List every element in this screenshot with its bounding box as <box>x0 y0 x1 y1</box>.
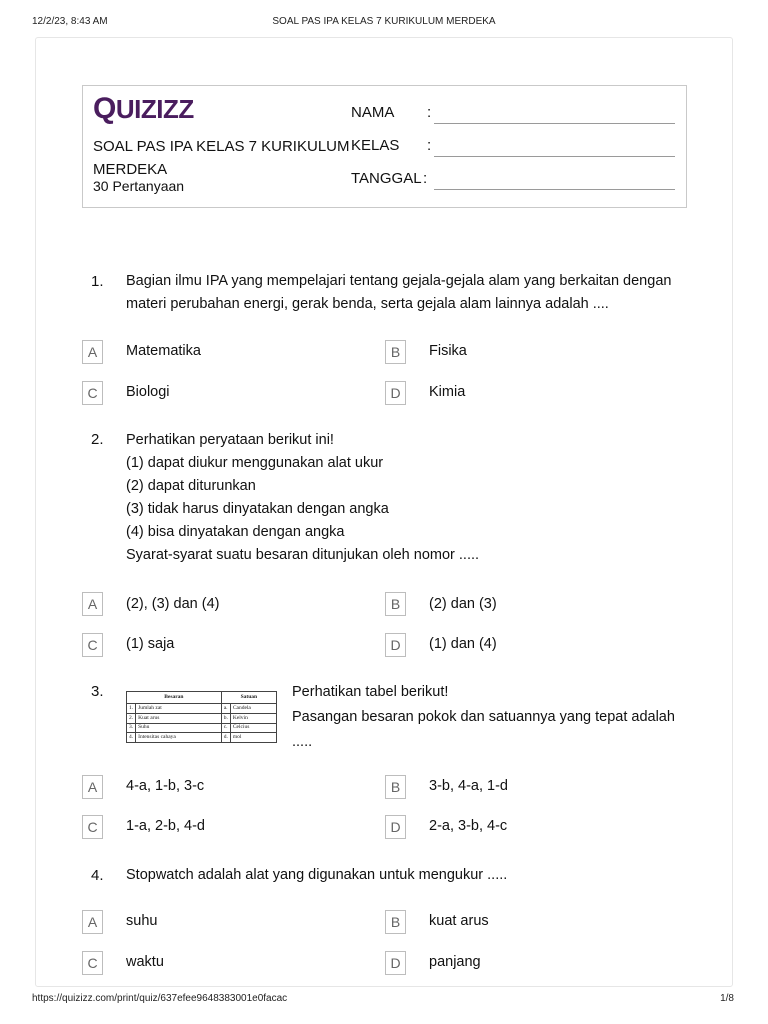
option-letter-d[interactable]: D <box>385 633 406 657</box>
option-text[interactable]: (1) dan (4) <box>429 636 497 652</box>
option-letter-c[interactable]: C <box>82 633 103 657</box>
option-letter-b[interactable]: B <box>385 775 406 799</box>
option-letter-d[interactable]: D <box>385 951 406 975</box>
field-colon: : <box>427 137 432 154</box>
class-line[interactable] <box>434 156 675 157</box>
quizizz-logo: QUIZIZZ <box>93 92 194 125</box>
option-text[interactable]: 4-a, 1-b, 3-c <box>126 778 205 794</box>
print-footer <box>32 993 736 1009</box>
table-header: Besaran <box>127 692 222 704</box>
besaran-satuan-table <box>126 691 277 743</box>
option-letter-a[interactable]: A <box>82 592 103 616</box>
option-text[interactable]: Biologi <box>126 384 170 400</box>
option-letter-d[interactable]: D <box>385 815 406 839</box>
option-letter-d[interactable]: D <box>385 381 406 405</box>
option-letter-c[interactable]: C <box>82 381 103 405</box>
option-letter-a[interactable]: A <box>82 910 103 934</box>
option-text[interactable]: 1-a, 2-b, 4-d <box>126 818 205 834</box>
option-text[interactable]: panjang <box>429 954 481 970</box>
print-date: 12/2/23, 8:43 AM <box>32 16 108 27</box>
print-header <box>32 16 736 32</box>
option-text[interactable]: 2-a, 3-b, 4-c <box>429 818 508 834</box>
question-number: 3. <box>91 683 104 700</box>
option-text[interactable]: (1) saja <box>126 636 175 652</box>
date-line[interactable] <box>434 189 675 190</box>
option-text[interactable]: waktu <box>126 954 164 970</box>
table-header-row <box>127 692 277 704</box>
question-number: 2. <box>91 431 104 448</box>
question-count: 30 Pertanyaan <box>93 178 185 194</box>
option-text[interactable]: Matematika <box>126 343 201 359</box>
option-letter-b[interactable]: B <box>385 910 406 934</box>
print-title: SOAL PAS IPA KELAS 7 KURIKULUM MERDEKA <box>272 16 496 27</box>
field-label-kelas: KELAS <box>351 137 400 154</box>
question-text: Perhatikan peryataan berikut ini! (1) dapat diukur menggunakan alat ukur (2) dapat diturunkan (3) tidak harus dinyatakan dengan angka (4) bisa dinyatakan dengan angka Syarat-syarat suatu besaran ditunjukan oleh nomor ..... <box>126 432 480 563</box>
print-url[interactable]: https://quizizz.com/print/quiz/637efee9648383001e0facac <box>32 993 288 1004</box>
table-row: 2. Kuat arus b. Kelvin <box>127 713 277 723</box>
option-letter-c[interactable]: C <box>82 951 103 975</box>
page-counter: 1/8 <box>720 993 734 1004</box>
option-text[interactable]: suhu <box>126 913 158 929</box>
option-letter-a[interactable]: A <box>82 775 103 799</box>
option-text[interactable]: Kimia <box>429 384 466 400</box>
option-letter-a[interactable]: A <box>82 340 103 364</box>
option-letter-b[interactable]: B <box>385 592 406 616</box>
option-letter-b[interactable]: B <box>385 340 406 364</box>
field-label-tanggal: TANGGAL <box>351 170 422 187</box>
name-line[interactable] <box>434 123 675 124</box>
question-text: Bagian ilmu IPA yang mempelajari tentang gejala-gejala alam yang berkaitan dengan materi perubahan energi, gerak benda, serta gejala alam lainnya adalah .... <box>126 273 672 312</box>
option-text[interactable]: (2) dan (3) <box>429 596 497 612</box>
field-label-nama: NAMA <box>351 104 395 121</box>
option-text[interactable]: Fisika <box>429 343 467 359</box>
question-number: 4. <box>91 867 104 884</box>
option-letter-c[interactable]: C <box>82 815 103 839</box>
table-row: 3. Suhu c. Celcius <box>127 723 277 733</box>
field-colon: : <box>427 104 432 121</box>
table-row: 1. Jumlah zat a. Candela <box>127 704 277 714</box>
table-header: Satuan <box>221 692 276 704</box>
option-text[interactable]: (2), (3) dan (4) <box>126 596 220 612</box>
quiz-title: SOAL PAS IPA KELAS 7 KURIKULUM MERDEKA <box>93 138 350 178</box>
field-colon: : <box>423 170 428 187</box>
option-text[interactable]: 3-b, 4-a, 1-d <box>429 778 508 794</box>
question-text: Perhatikan tabel berikut! Pasangan besaran pokok dan satuannya yang tepat adalah ..... <box>292 684 675 750</box>
option-text[interactable]: kuat arus <box>429 913 489 929</box>
quiz-header-box <box>82 85 687 208</box>
table-row: 4. Intensitas cahaya d. mol <box>127 733 277 743</box>
question-number: 1. <box>91 273 104 290</box>
question-text: Stopwatch adalah alat yang digunakan untuk mengukur ..... <box>126 867 508 883</box>
